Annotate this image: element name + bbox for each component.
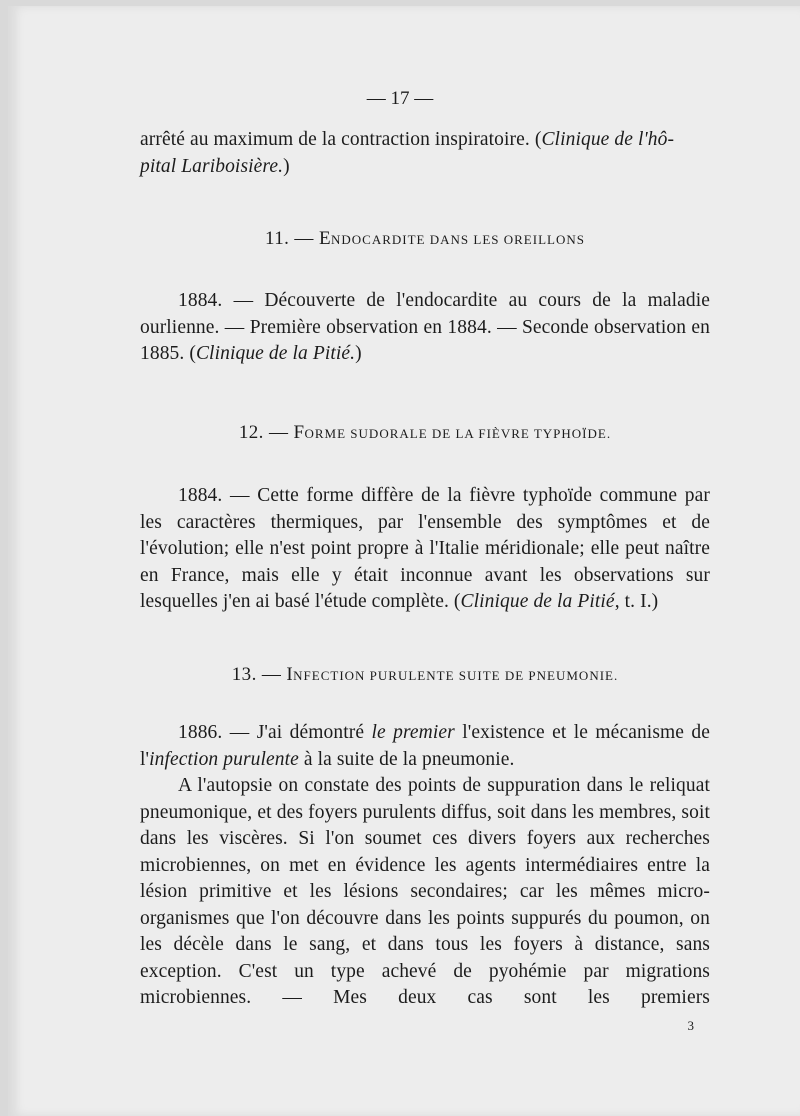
- section-11-number: 11. —: [265, 228, 319, 249]
- section-11-ref: Clinique de la Pitié.: [195, 343, 356, 364]
- section-13-p1-italic-2: infection purulente: [149, 748, 299, 770]
- section-13-title: NFECTION PURULENTE SUITE DE PNEUMONIE.: [293, 668, 619, 683]
- section-12-text: 1884. — Cette forme diffère de la fièvre typhoïde commune par les caractères thermiques, par l'ensemble des symptômes et de l'évolution; elle n'est point propre à l'Italie méridionale; elle peut naître en France, mais elle y était inconnue avant les observations sur lesquelles j'en ai basé l'étude complète. (: [140, 485, 710, 612]
- section-11-cap: E: [318, 228, 331, 249]
- intro-text: arrêté au maximum de la contraction inspiratoire. (: [140, 129, 542, 150]
- section-12-number: 12. —: [238, 422, 294, 443]
- intro-ref-2: pital Lariboisière.: [140, 155, 284, 177]
- section-11-body: [140, 288, 710, 368]
- section-13-p1-c: à la suite de la pneumonie.: [298, 748, 515, 770]
- section-12-ref-tail: , t. I.): [614, 591, 659, 612]
- section-11-text: 1884. — Découverte de l'endocardite au cours de la maladie ourlienne. — Première observation en 1884. — Seconde observation en 1885. (: [140, 290, 710, 364]
- section-12-title: ORME SUDORALE DE LA FIÈVRE TYPHOÏDE.: [304, 426, 612, 441]
- section-11-ref-tail: ): [355, 343, 362, 364]
- section-11-heading: [140, 228, 710, 250]
- section-13-p1-a: 1886. — J'ai démontré: [178, 722, 372, 743]
- intro-ref-tail: ): [283, 155, 290, 177]
- section-13-body: [140, 720, 710, 1012]
- section-13-p1-b: l'existence et le mécanisme de l': [140, 722, 711, 770]
- section-13-paragraph-1: [140, 720, 710, 773]
- intro-ref-1: Clinique de l'hô-: [541, 129, 675, 150]
- section-12-cap: F: [293, 422, 305, 443]
- section-13-cap: I: [286, 664, 294, 685]
- section-12-ref: Clinique de la Pitié: [460, 591, 615, 612]
- section-11-title: NDOCARDITE DANS LES OREILLONS: [331, 232, 585, 247]
- signature-mark: 3: [687, 1018, 694, 1033]
- section-13-number: 13. —: [231, 664, 287, 685]
- section-13-heading: [140, 664, 710, 686]
- section-13-paragraph-2: A l'autopsie on constate des points de suppuration dans le reliquat pneumonique, et des foyers purulents diffus, soit dans les membres, soit dans les viscères. Si l'on soumet ces divers foyers aux recherches microbiennes, on met en évidence les agents intermédiaires entre la lésion primitive et les lésions secondaires; car les mêmes micro-organismes que l'on découvre dans les points suppurés du poumon, on les décèle dans le sang, et dans tous les foyers à distance, sans exception. C'est un type achevé de pyohémie par migrations microbiennes. — Mes deux cas sont les premiers: [140, 775, 710, 1008]
- section-12-body: [140, 483, 710, 616]
- intro-paragraph: [140, 127, 710, 180]
- section-13-p1-italic-1: le premier: [371, 722, 455, 743]
- section-12-heading: [140, 422, 710, 444]
- page-number: — 17 —: [366, 88, 434, 109]
